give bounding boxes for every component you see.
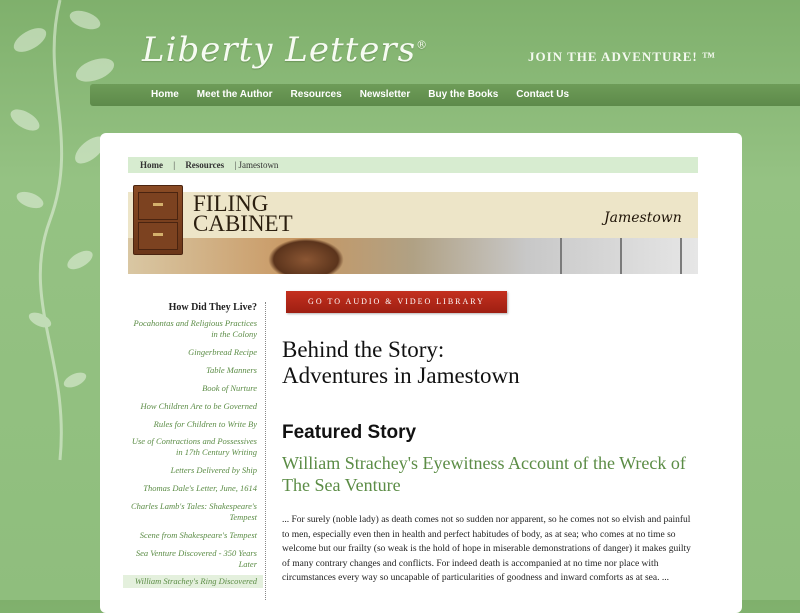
page-title-line1: Behind the Story: — [282, 337, 445, 362]
ship-mast — [680, 238, 682, 274]
sidebar-link[interactable]: How Children Are to be Governed — [140, 401, 257, 411]
nav-resources[interactable]: Resources — [290, 89, 342, 100]
sidebar-link[interactable]: Book of Nurture — [202, 383, 257, 393]
nav-buy-the-books[interactable]: Buy the Books — [428, 89, 499, 100]
banner-portrait — [268, 238, 344, 274]
site-logo[interactable] — [142, 30, 428, 70]
breadcrumb-resources[interactable]: Resources — [185, 160, 225, 170]
tagline: JOIN THE ADVENTURE! ™ — [528, 49, 716, 64]
audio-video-library-button[interactable]: GO TO AUDIO & VIDEO LIBRARY — [286, 291, 507, 313]
registered-mark: ® — [416, 38, 429, 52]
page-title — [282, 337, 702, 389]
sidebar-link[interactable]: Pocahontas and Religious Practices in the Colony — [133, 318, 257, 339]
nav-home[interactable]: Home — [151, 89, 179, 100]
banner-place: Jamestown — [604, 210, 682, 226]
sidebar — [128, 302, 266, 600]
page-title-line2: Adventures in Jamestown — [282, 363, 520, 388]
ship-mast — [620, 238, 622, 274]
banner-title-line1: FILING — [193, 191, 269, 216]
banner-title — [193, 191, 293, 236]
sidebar-link[interactable]: Letters Delivered by Ship — [170, 465, 257, 475]
featured-heading: Featured Story — [282, 422, 417, 443]
filing-cabinet-icon — [133, 185, 183, 255]
sidebar-link[interactable]: Sea Venture Discovered - 350 Years Later — [135, 548, 257, 569]
nav-newsletter[interactable]: Newsletter — [359, 89, 411, 100]
banner-image — [128, 238, 698, 274]
sidebar-link[interactable]: Scene from Shakespeare's Tempest — [139, 530, 257, 540]
sidebar-link[interactable]: Rules for Children to Write By — [153, 419, 257, 429]
sidebar-heading: How Did They Live? — [168, 302, 257, 313]
breadcrumb-home[interactable]: Home — [140, 160, 163, 170]
breadcrumb-current: | Jamestown — [234, 160, 279, 170]
sidebar-link[interactable]: Gingerbread Recipe — [188, 347, 257, 357]
breadcrumb — [128, 157, 698, 173]
sidebar-link[interactable]: Charles Lamb's Tales: Shakespeare's Tempest — [130, 501, 257, 522]
nav-meet-the-author[interactable]: Meet the Author — [196, 89, 273, 100]
story-excerpt: ... For surely (noble lady) as death comes not so sudden nor apparent, so he comes not so elvish and painful to men, especially even then in health and perfect habitudes of body, as at sea; who comes at no time so welcome but our frailty (so weak is the hold of hope in miserable demonstrations of danger) it makes guilty of many contrary changes and conflicts. For indeed death is accompanied at no time nor place with circumstances every way so uncapable of particularities of goodness and inward comforts as at sea. ... — [282, 515, 691, 583]
nav-contact-us[interactable]: Contact Us — [516, 89, 570, 100]
story-title-link[interactable]: William Strachey's Eyewitness Account of the Wreck of The Sea Venture — [282, 453, 686, 495]
banner-title-line2: CABINET — [193, 211, 293, 236]
breadcrumb-separator: | — [173, 160, 176, 170]
sidebar-link-active[interactable]: William Strachey's Ring Discovered — [123, 575, 263, 588]
sidebar-link[interactable]: Thomas Dale's Letter, June, 1614 — [143, 483, 257, 493]
sidebar-link[interactable]: Table Manners — [206, 365, 257, 375]
ship-mast — [560, 238, 562, 274]
logo-text: Liberty Letters — [142, 30, 417, 70]
sidebar-link[interactable]: Use of Contractions and Possessives in 17th Century Writing — [131, 436, 257, 457]
main-nav — [90, 84, 800, 106]
